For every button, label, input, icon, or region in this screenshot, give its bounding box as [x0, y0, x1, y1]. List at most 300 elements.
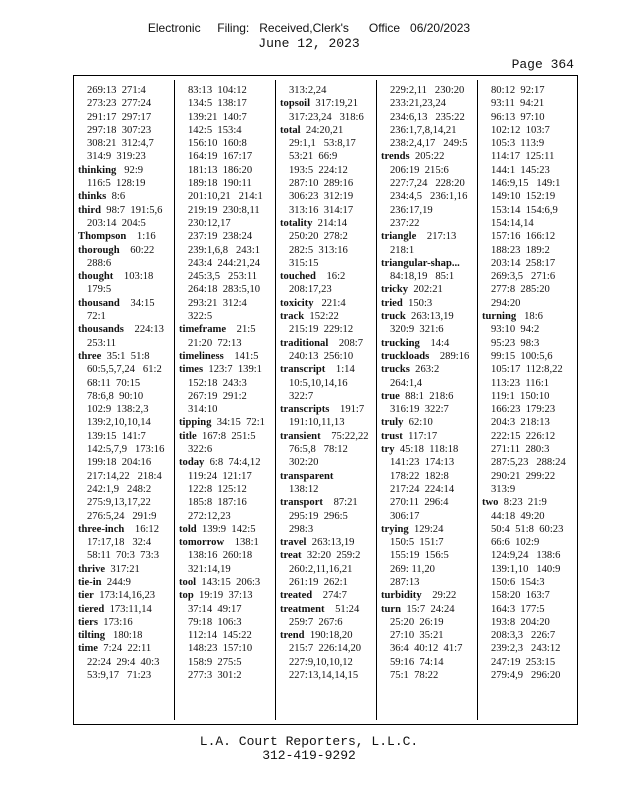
index-headword: thinking: [78, 164, 117, 176]
index-entry: [78, 204, 176, 217]
index-continuation-line: [179, 217, 277, 230]
index-continuation-line: [482, 84, 580, 97]
index-continuation-line: [482, 177, 580, 190]
index-continuation-line: [482, 137, 580, 150]
index-page-references: 99:15 100:5,6: [491, 350, 553, 362]
index-continuation-line: [482, 603, 580, 616]
index-entry: [280, 297, 378, 310]
index-continuation-line: [78, 337, 176, 350]
page-number: Page 364: [511, 57, 574, 72]
index-page-references: 201:10,21 214:1: [188, 191, 263, 203]
index-entry: [280, 549, 378, 562]
index-entry: [78, 164, 176, 177]
court-reporter-phone: 312-419-9292: [262, 748, 356, 763]
index-page-references: 75:1 78:22: [390, 670, 439, 682]
index-continuation-line: [179, 549, 277, 562]
index-headword: thinks: [78, 191, 107, 203]
index-entry: [280, 629, 378, 642]
index-continuation-line: [179, 150, 277, 163]
index-continuation-line: [381, 124, 479, 137]
index-page-references: 238:2,4,17 249:5: [390, 138, 468, 150]
index-headword: title: [179, 430, 197, 442]
index-entry: [78, 523, 176, 536]
index-continuation-line: [482, 257, 580, 270]
index-page-references: 234:6,13 235:22: [390, 111, 465, 123]
index-page-references: 239:1,6,8 243:1: [188, 244, 261, 256]
index-continuation-line: [482, 483, 580, 496]
index-entry: [381, 350, 479, 363]
index-headword: thought: [78, 271, 114, 283]
index-page-references: 75:22,22: [320, 430, 369, 442]
index-continuation-line: [280, 350, 378, 363]
index-entry: [381, 283, 479, 296]
index-page-references: 317:23,24 318:6: [289, 111, 364, 123]
filing-stamp: Electronic Filing: Received,Clerk's Office 06/20/2023: [147, 21, 471, 35]
index-continuation-line: [179, 510, 277, 523]
index-page-references: 289:16: [429, 350, 470, 362]
index-page-references: 119:24 121:17: [188, 470, 252, 482]
index-continuation-line: [482, 97, 580, 110]
index-continuation-line: [179, 669, 277, 682]
index-page-references: 287:10 289:16: [289, 178, 354, 190]
index-page-references: 105:3 113:9: [491, 138, 545, 150]
transcript-date: June 12, 2023: [258, 36, 360, 51]
index-headword: topsoil: [280, 98, 311, 110]
index-continuation-line: [179, 377, 277, 390]
index-page-references: 287:13: [390, 576, 420, 588]
index-page-references: 306:23 312:19: [289, 191, 354, 203]
index-entry: [482, 310, 580, 323]
index-headword: tiers: [78, 616, 98, 628]
index-page-references: 306:17: [390, 510, 420, 522]
index-entry: [280, 310, 378, 323]
index-continuation-line: [179, 111, 277, 124]
index-continuation-line: [280, 656, 378, 669]
index-entry: [381, 589, 479, 602]
index-page-references: 267:19 291:2: [188, 390, 247, 402]
index-page-references: 276:5,24 291:9: [87, 510, 157, 522]
index-page-references: 253:11: [87, 337, 117, 349]
index-continuation-line: [280, 177, 378, 190]
index-continuation-line: [179, 390, 277, 403]
index-continuation-line: [482, 150, 580, 163]
index-page-references: 227:13,14,14,15: [289, 670, 359, 682]
index-continuation-line: [78, 443, 176, 456]
index-continuation-line: [482, 390, 580, 403]
index-page-references: 139:9 142:5: [196, 523, 256, 535]
index-page-references: 320:9 321:6: [390, 324, 444, 336]
index-continuation-line: [78, 217, 176, 230]
index-continuation-line: [78, 416, 176, 429]
index-page-references: 153:14 154:6,9: [491, 204, 558, 216]
index-page-references: 59:16 74:14: [390, 656, 444, 668]
index-headword: true: [381, 390, 400, 402]
index-page-references: 199:18 204:16: [87, 457, 152, 469]
index-continuation-line: [381, 510, 479, 523]
index-headword: truly: [381, 417, 404, 429]
index-headword: turn: [381, 603, 402, 615]
index-page-references: 8:23 21:9: [498, 497, 547, 509]
index-page-references: 112:14 145:22: [188, 630, 252, 642]
index-page-references: 80:12 92:17: [491, 85, 545, 96]
index-page-references: 294:20: [491, 297, 521, 309]
index-continuation-line: [179, 283, 277, 296]
index-entry: [179, 430, 277, 443]
index-headword: tipping: [179, 417, 212, 429]
index-page-references: 78:6,8 90:10: [87, 390, 144, 402]
index-page-references: 21:20 72:13: [188, 337, 242, 349]
index-page-references: 1:14: [325, 364, 355, 376]
index-page-references: 102:9 138:2,3: [87, 404, 149, 416]
index-continuation-line: [179, 97, 277, 110]
index-page-references: 138:16 260:18: [188, 550, 253, 562]
index-continuation-line: [381, 377, 479, 390]
index-continuation-line: [280, 616, 378, 629]
index-page-references: 93:11 94:21: [491, 98, 545, 110]
index-page-references: 189:18 190:11: [188, 178, 252, 190]
index-continuation-line: [280, 164, 378, 177]
index-headword: time: [78, 643, 98, 655]
index-page-references: 35:1 51:8: [101, 350, 150, 362]
index-entry: [78, 270, 176, 283]
index-entry: [179, 589, 277, 602]
index-page-references: 84:18,19 85:1: [390, 271, 455, 283]
index-entry: [280, 536, 378, 549]
index-page-references: 274:7: [312, 590, 347, 602]
index-page-references: 269:13 271:4: [87, 85, 146, 96]
index-page-references: 270:11 296:4: [390, 497, 449, 509]
index-page-references: 263:13,19: [405, 311, 454, 323]
index-continuation-line: [179, 164, 277, 177]
index-continuation-line: [381, 244, 479, 257]
index-page-references: 114:17 125:11: [491, 151, 555, 163]
index-headword: tiered: [78, 603, 105, 615]
index-page-references: 34:15 72:1: [211, 417, 265, 429]
index-page-references: 113:23 116:1: [491, 377, 550, 389]
index-page-references: 96:13 97:10: [491, 111, 545, 123]
index-page-references: 203:14 204:5: [87, 217, 146, 229]
index-page-references: 60:22: [119, 244, 155, 256]
index-column-1: [78, 84, 176, 722]
index-page-references: 250:20 278:2: [289, 231, 348, 243]
index-headword: tried: [381, 297, 403, 309]
index-continuation-line: [381, 496, 479, 509]
index-page-references: 150:6 154:3: [491, 576, 545, 588]
index-page-references: 269: 11,20: [390, 563, 435, 575]
index-page-references: 237:19 238:24: [188, 231, 253, 243]
index-continuation-line: [381, 616, 479, 629]
index-page-references: 16:12: [124, 523, 160, 535]
index-page-references: 297:18 307:23: [87, 124, 152, 136]
index-entry: [280, 124, 378, 137]
index-page-references: 218:1: [390, 244, 415, 256]
index-page-references: 179:5: [87, 284, 112, 296]
index-page-references: 290:21 299:22: [491, 470, 556, 482]
index-continuation-line: [381, 137, 479, 150]
index-page-references: 237:22: [390, 217, 420, 229]
index-page-references: 93:10 94:2: [491, 324, 540, 336]
index-headword: times: [179, 364, 204, 376]
index-page-references: 243:4 244:21,24: [188, 257, 261, 269]
index-continuation-line: [179, 257, 277, 270]
index-column-3: [280, 84, 378, 722]
index-headword: treat: [280, 550, 302, 562]
index-page-references: 105:17 112:8,22: [491, 364, 563, 376]
index-page-references: 139:2,10,10,14: [87, 417, 151, 429]
index-continuation-line: [78, 390, 176, 403]
index-headword: trends: [381, 151, 410, 163]
index-headword: thrive: [78, 563, 106, 575]
index-continuation-line: [381, 549, 479, 562]
index-continuation-line: [179, 244, 277, 257]
index-continuation-line: [482, 337, 580, 350]
index-headword: transcript: [280, 364, 326, 376]
index-continuation-line: [482, 270, 580, 283]
index-continuation-line: [280, 283, 378, 296]
index-page-references: 68:11 70:15: [87, 377, 141, 389]
index-page-references: 14:4: [419, 337, 450, 349]
index-entry: [78, 642, 176, 655]
index-continuation-line: [381, 177, 479, 190]
index-continuation-line: [381, 576, 479, 589]
index-headword: today: [179, 457, 205, 469]
index-continuation-line: [381, 656, 479, 669]
index-continuation-line: [179, 137, 277, 150]
index-headword: trucks: [381, 364, 410, 376]
index-continuation-line: [381, 403, 479, 416]
index-continuation-line: [381, 323, 479, 336]
index-page-references: 322:7: [289, 390, 314, 402]
index-entry: [381, 430, 479, 443]
index-headword: transient: [280, 430, 321, 442]
index-continuation-line: [280, 523, 378, 536]
index-page-references: 277:8 285:20: [491, 284, 550, 296]
index-page-references: 204:3 218:13: [491, 417, 550, 429]
index-page-references: 53:21 66:9: [289, 151, 338, 163]
index-page-references: 185:8 187:16: [188, 497, 247, 509]
index-continuation-line: [280, 576, 378, 589]
index-continuation-line: [78, 536, 176, 549]
index-page-references: 264:1,4: [390, 377, 423, 389]
index-page-references: 8:6: [106, 191, 126, 203]
index-headword: total: [280, 124, 301, 136]
index-continuation-line: [280, 84, 378, 97]
index-page-references: 27:10 35:21: [390, 630, 444, 642]
index-continuation-line: [280, 390, 378, 403]
index-page-references: 245:3,5 253:11: [188, 271, 258, 283]
index-page-references: 180:18: [105, 630, 143, 642]
index-entry: [280, 270, 378, 283]
index-continuation-line: [381, 84, 479, 97]
index-headword: triangular-shap...: [381, 257, 460, 269]
index-continuation-line: [482, 403, 580, 416]
index-page-references: 139:15 141:7: [87, 430, 146, 442]
index-page-references: 158:9 275:5: [188, 656, 242, 668]
index-continuation-line: [280, 642, 378, 655]
index-entry: [179, 323, 277, 336]
index-page-references: 314:9 319:23: [87, 151, 146, 163]
index-page-references: 295:19 296:5: [289, 510, 348, 522]
index-page-references: 317:19,21: [310, 98, 358, 110]
index-page-references: 25:20 26:19: [390, 616, 444, 628]
index-page-references: 308:21 312:4,7: [87, 138, 154, 150]
index-page-references: 143:15 206:3: [196, 576, 261, 588]
index-continuation-line: [179, 403, 277, 416]
index-headword: treated: [280, 590, 313, 602]
index-page-references: 83:13 104:12: [188, 85, 247, 96]
index-continuation-line: [179, 204, 277, 217]
index-continuation-line: [482, 642, 580, 655]
index-page-references: 313:16 314:17: [289, 204, 354, 216]
index-column-2: [179, 84, 277, 722]
index-continuation-line: [78, 549, 176, 562]
index-continuation-line: [482, 363, 580, 376]
index-continuation-line: [179, 270, 277, 283]
index-continuation-line: [482, 124, 580, 137]
index-page-references: 142:5,7,9 173:16: [87, 444, 165, 456]
index-headword: tie-in: [78, 576, 102, 588]
index-headword: thousand: [78, 297, 120, 309]
index-continuation-line: [280, 257, 378, 270]
index-page-references: 239:2,3 243:12: [491, 643, 561, 655]
index-continuation-line: [482, 629, 580, 642]
index-continuation-line: [78, 510, 176, 523]
index-page-references: 221:4: [313, 297, 346, 309]
index-continuation-line: [179, 337, 277, 350]
index-page-references: 29:1,1 53:8,17: [289, 138, 356, 150]
index-continuation-line: [482, 190, 580, 203]
index-continuation-line: [78, 111, 176, 124]
index-entry: [381, 523, 479, 536]
index-continuation-line: [482, 416, 580, 429]
index-page-references: 149:10 152:19: [491, 191, 556, 203]
index-page-references: 217:13: [416, 231, 457, 243]
index-page-references: 205:22: [409, 151, 445, 163]
index-page-references: 117:17: [402, 430, 438, 442]
index-continuation-line: [179, 124, 277, 137]
index-page-references: 146:9,15 149:1: [491, 178, 561, 190]
index-page-references: 92:9: [116, 164, 144, 176]
index-continuation-line: [280, 323, 378, 336]
index-page-references: 166:23 179:23: [491, 404, 556, 416]
index-continuation-line: [78, 496, 176, 509]
index-continuation-line: [280, 443, 378, 456]
index-page-references: 7:24 22:11: [98, 643, 152, 655]
index-page-references: 181:13 186:20: [188, 164, 253, 176]
index-continuation-line: [179, 310, 277, 323]
index-continuation-line: [179, 483, 277, 496]
index-page-references: 141:5: [223, 350, 259, 362]
index-page-references: 173:11,14: [104, 603, 152, 615]
index-page-references: 144:1 145:23: [491, 164, 550, 176]
index-continuation-line: [280, 150, 378, 163]
index-page-references: 10:5,10,14,16: [289, 377, 348, 389]
index-page-references: 229:2,11 230:20: [390, 85, 465, 96]
index-page-references: 164:19 167:17: [188, 151, 253, 163]
index-headword: toxicity: [280, 297, 314, 309]
index-entry: [280, 403, 378, 416]
index-page-references: 317:21: [105, 563, 140, 575]
index-page-references: 19:19 37:13: [193, 590, 253, 602]
index-continuation-line: [381, 97, 479, 110]
index-page-references: 193:5 224:12: [289, 164, 348, 176]
index-page-references: 156:10 160:8: [188, 138, 247, 150]
index-page-references: 293:21 312:4: [188, 297, 247, 309]
index-page-references: 259:7 267:6: [289, 616, 343, 628]
index-page-references: 227:9,10,10,12: [289, 656, 353, 668]
index-entry: [179, 416, 277, 429]
index-page-references: 233:21,23,24: [390, 98, 446, 110]
index-continuation-line: [179, 470, 277, 483]
index-page-references: 217:24 224:14: [390, 483, 455, 495]
index-entry: [78, 350, 176, 363]
index-entry: [179, 536, 277, 549]
index-page-references: 142:5 153:4: [188, 124, 242, 136]
index-page-references: 22:24 29:4 40:3: [87, 656, 160, 668]
index-continuation-line: [381, 536, 479, 549]
index-continuation-line: [78, 310, 176, 323]
index-page-references: 247:19 253:15: [491, 656, 556, 668]
index-column-4: [381, 84, 479, 722]
index-headword: turning: [482, 311, 517, 323]
index-entry: [381, 310, 479, 323]
index-page-references: 261:19 262:1: [289, 576, 348, 588]
index-headword: transport: [280, 497, 323, 509]
index-continuation-line: [482, 204, 580, 217]
index-entry: [179, 456, 277, 469]
index-continuation-line: [482, 589, 580, 602]
index-continuation-line: [482, 230, 580, 243]
index-page-references: 164:3 177:5: [491, 603, 545, 615]
index-page-references: 191:7: [329, 404, 365, 416]
index-continuation-line: [280, 111, 378, 124]
index-page-references: 313:9: [491, 483, 516, 495]
index-page-references: 72:1: [87, 311, 106, 323]
index-continuation-line: [381, 456, 479, 469]
index-entry: [78, 603, 176, 616]
index-headword: try: [381, 444, 395, 456]
index-page-references: 219:19 230:8,11: [188, 204, 260, 216]
index-headword: tier: [78, 590, 94, 602]
index-page-references: 36:4 40:12 41:7: [390, 643, 463, 655]
index-continuation-line: [78, 483, 176, 496]
index-column-5: [482, 84, 580, 722]
index-page-references: 141:23 174:13: [390, 457, 455, 469]
index-continuation-line: [78, 470, 176, 483]
index-continuation-line: [179, 84, 277, 97]
index-continuation-line: [179, 496, 277, 509]
index-page-references: 227:7,24 228:20: [390, 178, 465, 190]
index-page-references: 152:22: [304, 311, 339, 323]
index-page-references: 116:5 128:19: [87, 178, 146, 190]
index-continuation-line: [78, 403, 176, 416]
index-entry: [280, 589, 378, 602]
index-page-references: 154:14,14: [491, 217, 534, 229]
index-page-references: 244:9: [101, 576, 131, 588]
index-continuation-line: [381, 164, 479, 177]
index-continuation-line: [381, 190, 479, 203]
index-page-references: 263:2: [409, 364, 440, 376]
index-headword: tricky: [381, 284, 409, 296]
index-continuation-line: [482, 430, 580, 443]
index-headword: triangle: [381, 231, 417, 243]
index-continuation-line: [78, 377, 176, 390]
index-page-references: 191:10,11,13: [289, 417, 345, 429]
index-page-references: 230:12,17: [188, 217, 231, 229]
index-page-references: 139:21 140:7: [188, 111, 247, 123]
index-page-references: 148:23 157:10: [188, 643, 253, 655]
index-page-references: 271:11 280:3: [491, 444, 550, 456]
